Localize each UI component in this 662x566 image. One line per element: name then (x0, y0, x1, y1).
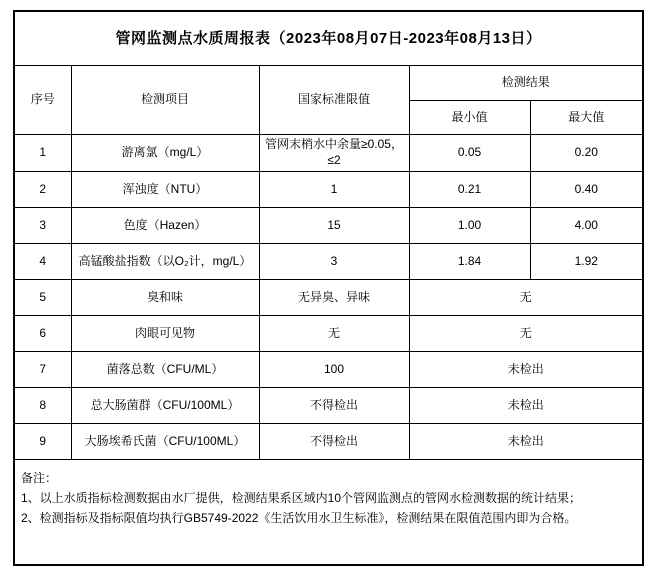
row-max: 0.20 (530, 135, 643, 172)
water-quality-weekly-table (13, 10, 644, 566)
row-min: 0.05 (409, 135, 530, 172)
col-header-item: 检测项目 (71, 66, 259, 135)
row-max: 4.00 (530, 208, 643, 244)
row-min: 0.21 (409, 172, 530, 208)
row-item: 总大肠菌群（CFU/100ML） (71, 388, 259, 424)
row-standard: 1 (259, 172, 409, 208)
table-row (14, 316, 643, 352)
row-item: 浑浊度（NTU） (71, 172, 259, 208)
row-result: 无 (409, 316, 643, 352)
col-header-min: 最小值 (409, 101, 530, 135)
row-standard: 100 (259, 352, 409, 388)
row-seq: 2 (14, 172, 71, 208)
col-header-standard: 国家标准限值 (259, 66, 409, 135)
row-seq: 9 (14, 424, 71, 460)
table-row (14, 135, 643, 172)
row-seq: 5 (14, 280, 71, 316)
row-standard: 管网末梢水中余量≥0.05，≤2 (259, 135, 409, 172)
row-standard: 3 (259, 244, 409, 280)
row-min: 1.00 (409, 208, 530, 244)
row-result: 未检出 (409, 352, 643, 388)
row-standard: 不得检出 (259, 424, 409, 460)
row-item: 色度（Hazen） (71, 208, 259, 244)
row-standard: 不得检出 (259, 388, 409, 424)
row-seq: 7 (14, 352, 71, 388)
col-header-seq: 序号 (14, 66, 71, 135)
row-result: 无 (409, 280, 643, 316)
row-standard: 15 (259, 208, 409, 244)
row-seq: 4 (14, 244, 71, 280)
notes-line-2: 2、检测指标及指标限值均执行GB5749-2022《生活饮用水卫生标准》，检测结果在限值范围内即为合格。 (21, 511, 577, 525)
table-row (14, 424, 643, 460)
row-seq: 1 (14, 135, 71, 172)
row-item: 大肠埃希氏菌（CFU/100ML） (71, 424, 259, 460)
row-item: 臭和味 (71, 280, 259, 316)
table-row (14, 244, 643, 280)
notes-cell (14, 460, 643, 566)
row-seq: 8 (14, 388, 71, 424)
row-item: 高锰酸盐指数（以O₂计，mg/L） (71, 244, 259, 280)
row-max: 0.40 (530, 172, 643, 208)
row-standard: 无异臭、异味 (259, 280, 409, 316)
row-min: 1.84 (409, 244, 530, 280)
notes-row (14, 460, 643, 566)
table-row (14, 352, 643, 388)
row-item: 菌落总数（CFU/ML） (71, 352, 259, 388)
header-row-top (14, 66, 643, 101)
col-header-max: 最大值 (530, 101, 643, 135)
page-title: 管网监测点水质周报表（2023年08月07日-2023年08月13日） (14, 11, 643, 66)
row-item: 肉眼可见物 (71, 316, 259, 352)
notes-label: 备注： (21, 471, 58, 485)
row-seq: 3 (14, 208, 71, 244)
row-result: 未检出 (409, 388, 643, 424)
table-row (14, 208, 643, 244)
row-result: 未检出 (409, 424, 643, 460)
table-row (14, 388, 643, 424)
row-item: 游离氯（mg/L） (71, 135, 259, 172)
row-max: 1.92 (530, 244, 643, 280)
notes-line-1: 1、以上水质指标检测数据由水厂提供，检测结果系区域内10个管网监测点的管网水检测数据的统计结果； (21, 491, 582, 505)
col-header-result: 检测结果 (409, 66, 643, 101)
title-row (14, 11, 643, 66)
table-row (14, 280, 643, 316)
table-row (14, 172, 643, 208)
row-standard: 无 (259, 316, 409, 352)
row-seq: 6 (14, 316, 71, 352)
